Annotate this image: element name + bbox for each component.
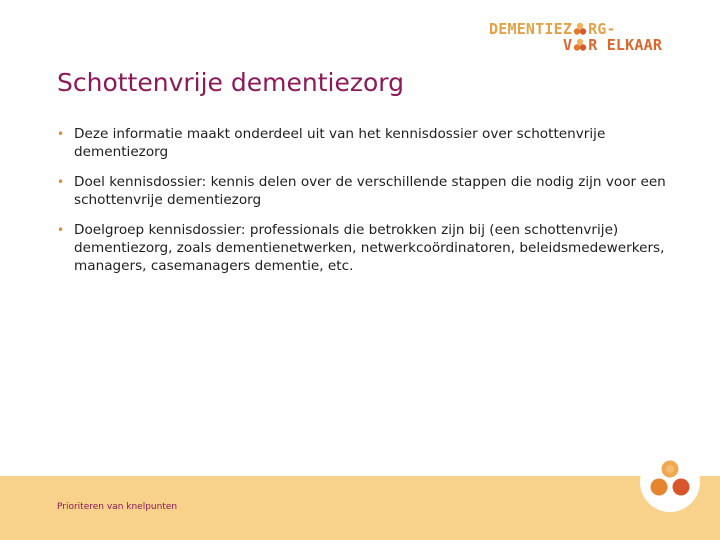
logo-circle-icon (573, 22, 587, 36)
bullet-marker: • (57, 175, 65, 189)
bullet-item (57, 221, 677, 275)
bullet-text: Deze informatie maakt onderdeel uit van het kennisdossier over schottenvrije dementiezorg (74, 126, 606, 160)
slide-title: Schottenvrije dementiezorg (57, 68, 404, 97)
logo-circle-icon (573, 38, 587, 52)
bullet-item (57, 173, 677, 209)
bullet-item (57, 125, 677, 161)
dementiezorg-voor-elkaar-logo (489, 18, 699, 58)
three-circles-logo-icon (640, 452, 700, 512)
bullet-list (57, 125, 677, 287)
bullet-marker: • (57, 127, 65, 141)
footer-band (0, 476, 720, 540)
bullet-text: Doelgroep kennisdossier: professionals die betrokken zijn bij (een schottenvrije) dementiezorg, zoals dementienetwerken, netwerkcoördinatoren, beleidsmedewerkers, managers, casemanagers dementie, etc. (74, 222, 665, 274)
logo-line-1: DEMENTIEZ RG- (489, 20, 616, 38)
logo-line-2: V R ELKAAR (563, 36, 663, 54)
footer-text: Prioriteren van knelpunten (57, 502, 178, 512)
bullet-text: Doel kennisdossier: kennis delen over de verschillende stappen die nodig zijn voor een schottenvrije dementiezorg (74, 174, 666, 208)
bullet-marker: • (57, 223, 65, 237)
